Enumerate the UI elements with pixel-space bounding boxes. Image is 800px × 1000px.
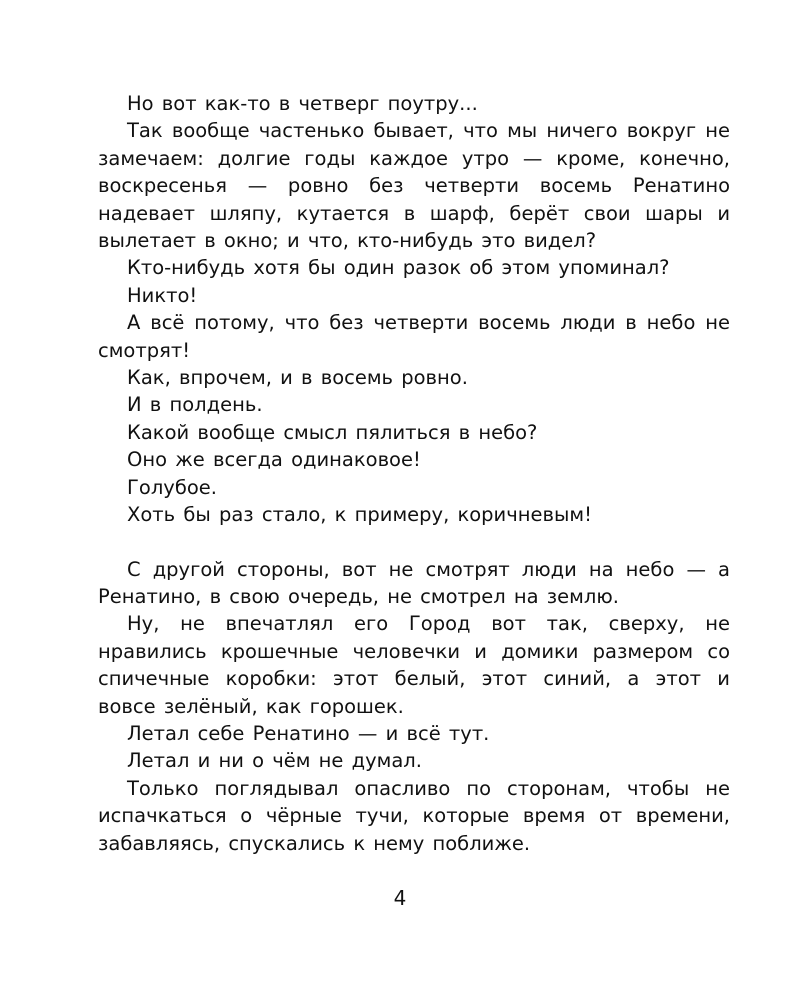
paragraph: Но вот как-то в четверг поутру... xyxy=(127,92,478,115)
paragraph: Как, впрочем, и в восемь ровно. xyxy=(127,366,468,390)
paragraph: Никто! xyxy=(127,283,198,307)
page-number: 4 xyxy=(393,886,407,910)
paragraph: Хоть бы раз стало, к примеру, коричневым! xyxy=(127,503,592,527)
page-text xyxy=(98,90,730,857)
paragraph: А всё потому, что без четверти восемь люди в небо не смотрят! xyxy=(98,311,730,362)
paragraph: Летал себе Ренатино — и всё тут. xyxy=(127,721,490,745)
paragraph: Кто-нибудь хотя бы один разок об этом упоминал? xyxy=(127,256,670,280)
paragraph: И в полдень. xyxy=(127,393,263,417)
paragraph: Так вообще частенько бывает, что мы ничего вокруг не замечаем: долгие годы каждое утро — кроме, конечно, воскресенья — ровно без четверти восемь Ренатино надевает шляпу, кутается в шарф, берёт свои шары и вылетает в окно; и что, кто-нибудь это видел? xyxy=(98,119,730,253)
paragraph: Какой вообще смысл пялиться в небо? xyxy=(127,420,538,444)
paragraph: Только поглядывал опасливо по сторонам, чтобы не испачкаться о чёрные тучи, которые время от времени, забавляясь, спускались к нему поближе. xyxy=(98,776,730,855)
paragraph: С другой стороны, вот не смотрят люди на небо — а Ренатино, в свою очередь, не смотрел на землю. xyxy=(98,557,730,608)
paragraph: Голубое. xyxy=(127,475,217,499)
paragraph: Летал и ни о чём не думал. xyxy=(127,749,422,773)
paragraph: Оно же всегда одинаковое! xyxy=(127,448,421,472)
paragraph: Ну, не впечатлял его Город вот так, сверху, не нравились крошечные человечки и домики размером со спичечные коробки: этот белый, этот синий, а этот и вовсе зелёный, как горошек. xyxy=(98,612,730,718)
section-gap xyxy=(98,529,730,556)
